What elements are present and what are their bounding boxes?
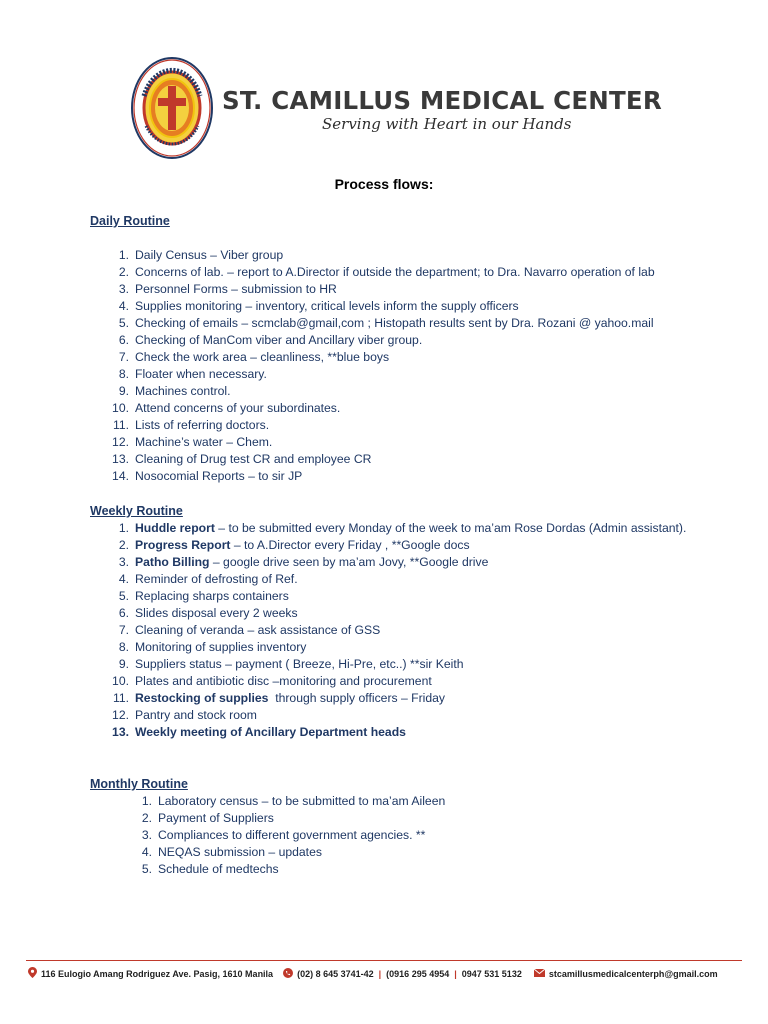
list-item-number: 12. — [112, 708, 129, 722]
list-item — [118, 366, 695, 383]
list-item — [118, 281, 695, 298]
list-item-number: 11. — [112, 691, 129, 705]
list-item-text: Check the work area – cleanliness, **blue boys — [135, 350, 390, 364]
footer-address: 116 Eulogio Amang Rodriguez Ave. Pasig, 1610 Manila — [41, 968, 274, 979]
list-item-text: Laboratory census – to be submitted to ma’am Aileen — [158, 794, 446, 808]
list-item-number: 9. — [118, 657, 129, 671]
footer-mobile-1: (0916 295 4954 — [386, 968, 450, 979]
document-title: Process flows: — [334, 176, 434, 192]
list-item-number: 14. — [112, 469, 129, 483]
list-item — [112, 724, 691, 741]
phone-icon — [283, 968, 293, 980]
footer-phone: (02) 8 645 3741-42 — [297, 968, 374, 979]
list-item-text: NEQAS submission – updates — [158, 845, 322, 859]
footer-email: stcamillusmedicalcenterph@gmail.com — [548, 968, 718, 979]
list-item-number: 2. — [141, 811, 152, 825]
list-item-number: 5. — [118, 589, 129, 603]
list-item-text: Lists of referring doctors. — [135, 418, 270, 432]
list-item-text: Schedule of medtechs — [158, 862, 279, 876]
list-item-number: 4. — [141, 845, 152, 859]
list-item-bold-label: Progress Report — [135, 538, 231, 552]
footer-divider — [26, 960, 742, 961]
list-item — [118, 520, 691, 537]
list-item-bold-label: Restocking of supplies — [135, 691, 269, 705]
list-item-bold-label: Weekly meeting of Ancillary Department heads — [135, 725, 406, 739]
list-item-number: 11. — [112, 418, 129, 432]
list-item — [118, 349, 695, 366]
list-item-text: Replacing sharps containers — [135, 589, 289, 603]
list-item-text: through supply officers – Friday — [268, 691, 446, 705]
daily-routine-heading: Daily Routine — [90, 214, 170, 228]
list-item-number: 3. — [118, 282, 129, 296]
list-item-text: Machines control. — [135, 384, 231, 398]
list-item-text: Checking of ManCom viber and Ancillary viber group. — [135, 333, 423, 347]
list-item-number: 8. — [118, 640, 129, 654]
list-item — [118, 298, 695, 315]
list-item-text: Slides disposal every 2 weeks — [135, 606, 298, 620]
list-item — [118, 332, 695, 349]
list-item — [112, 468, 695, 485]
list-item — [112, 673, 691, 690]
list-item-text: Cleaning of veranda – ask assistance of GSS — [135, 623, 381, 637]
list-item-number: 1. — [118, 521, 129, 535]
hospital-seal-logo — [130, 56, 214, 160]
footer-mobile-2: 0947 531 5132 — [461, 968, 522, 979]
list-item — [118, 588, 691, 605]
weekly-routine-heading: Weekly Routine — [90, 504, 183, 518]
list-item — [141, 810, 678, 827]
list-item — [118, 656, 691, 673]
list-item-text: Cleaning of Drug test CR and employee CR — [135, 452, 372, 466]
list-item-text: Payment of Suppliers — [158, 811, 274, 825]
list-item-number: 6. — [118, 606, 129, 620]
list-item — [118, 383, 695, 400]
list-item-bold-label: Huddle report — [135, 521, 215, 535]
weekly-routine-list — [112, 520, 691, 741]
location-pin-icon — [28, 967, 37, 980]
list-item-text: Suppliers status – payment ( Breeze, Hi-Pre, etc..) **sir Keith — [135, 657, 464, 671]
list-item-number: 5. — [141, 862, 152, 876]
email-icon — [534, 969, 545, 979]
list-item-number: 7. — [118, 623, 129, 637]
list-item-text: – to A.Director every Friday , **Google docs — [230, 538, 470, 552]
list-item-text: Floater when necessary. — [135, 367, 267, 381]
list-item-text: – google drive seen by ma’am Jovy, **Google drive — [209, 555, 489, 569]
list-item — [141, 793, 678, 810]
list-item — [112, 690, 691, 707]
list-item-text: Machine’s water – Chem. — [135, 435, 273, 449]
list-item — [118, 315, 695, 332]
list-item — [112, 451, 695, 468]
footer-separator: | — [454, 968, 457, 979]
list-item-number: 6. — [118, 333, 129, 347]
list-item-text: Daily Census – Viber group — [135, 248, 284, 262]
list-item — [118, 264, 695, 281]
list-item — [118, 571, 691, 588]
list-item — [118, 605, 691, 622]
list-item-number: 3. — [141, 828, 152, 842]
list-item-text: Attend concerns of your subordinates. — [135, 401, 341, 415]
organization-name: ST. CAMILLUS MEDICAL CENTER — [222, 86, 662, 115]
list-item-text: Supplies monitoring – inventory, critical levels inform the supply officers — [135, 299, 519, 313]
list-item-number: 1. — [141, 794, 152, 808]
list-item — [112, 400, 695, 417]
list-item — [112, 707, 691, 724]
list-item — [141, 844, 678, 861]
list-item — [118, 622, 691, 639]
monthly-routine-list — [141, 793, 678, 878]
list-item-number: 3. — [118, 555, 129, 569]
list-item-number: 7. — [118, 350, 129, 364]
list-item-number: 8. — [118, 367, 129, 381]
list-item — [118, 537, 691, 554]
monthly-routine-heading: Monthly Routine — [90, 777, 188, 791]
list-item-number: 2. — [118, 538, 129, 552]
list-item-text: Concerns of lab. – report to A.Director if outside the department; to Dra. Navarro operation of lab — [135, 265, 655, 279]
list-item-text: – to be submitted every Monday of the week to ma’am Rose Dordas (Admin assistant). — [214, 521, 687, 535]
list-item-number: 4. — [118, 572, 129, 586]
list-item-text: Checking of emails – scmclab@gmail,com ; Histopath results sent by Dra. Rozani @ yahoo.mail — [135, 316, 654, 330]
list-item-number: 9. — [118, 384, 129, 398]
list-item-number: 13. — [112, 452, 129, 466]
list-item-number: 4. — [118, 299, 129, 313]
footer-separator: | — [378, 968, 382, 979]
footer-contact-bar — [28, 967, 718, 980]
list-item-text: Monitoring of supplies inventory — [135, 640, 307, 654]
list-item-text: Reminder of defrosting of Ref. — [135, 572, 298, 586]
list-item — [112, 417, 695, 434]
list-item — [118, 554, 691, 571]
list-item-text: Compliances to different government agencies. ** — [158, 828, 426, 842]
list-item — [118, 247, 695, 264]
list-item — [141, 861, 678, 878]
list-item-text: Plates and antibiotic disc –monitoring and procurement — [135, 674, 432, 688]
list-item-number: 2. — [118, 265, 129, 279]
list-item-number: 1. — [118, 248, 129, 262]
list-item-text: Pantry and stock room — [135, 708, 257, 722]
list-item-bold-label: Patho Billing — [135, 555, 210, 569]
list-item-text: Nosocomial Reports – to sir JP — [135, 469, 303, 483]
daily-routine-list — [112, 247, 695, 485]
list-item — [141, 827, 678, 844]
list-item-number: 10. — [112, 401, 129, 415]
list-item-number: 5. — [118, 316, 129, 330]
list-item-number: 10. — [112, 674, 129, 688]
organization-tagline: Serving with Heart in our Hands — [322, 115, 572, 133]
list-item-number: 12. — [112, 435, 129, 449]
list-item-number: 13. — [112, 725, 129, 739]
list-item-text: Personnel Forms – submission to HR — [135, 282, 337, 296]
list-item — [112, 434, 695, 451]
list-item — [118, 639, 691, 656]
